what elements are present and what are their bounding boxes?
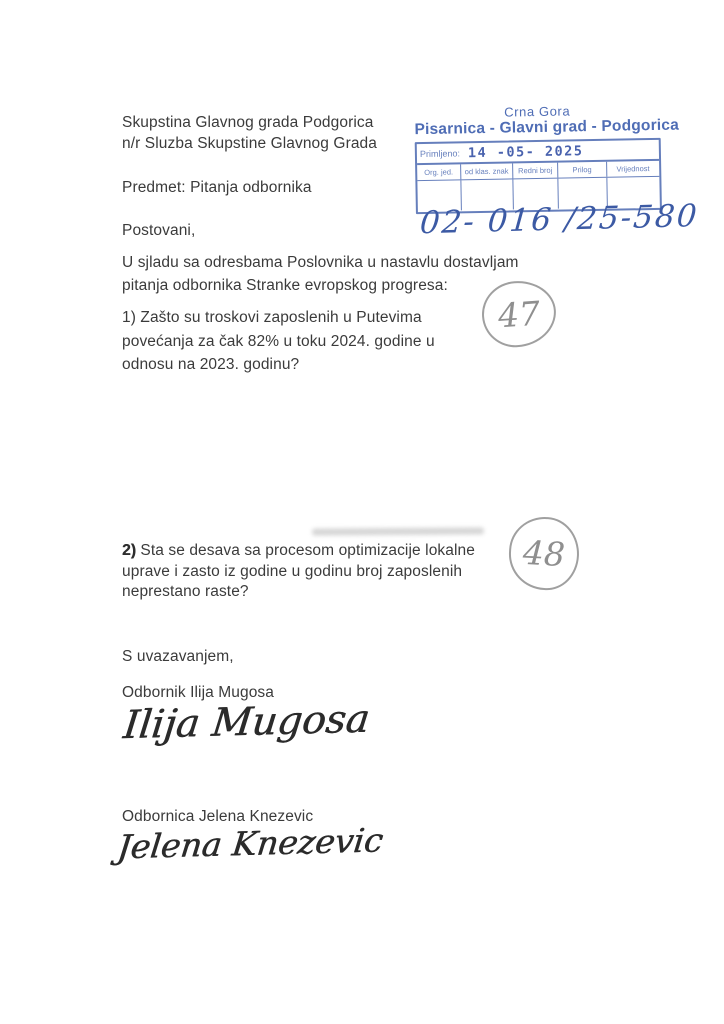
circle-48-number: 48 (522, 532, 566, 575)
circle-47-number: 47 (496, 293, 542, 335)
stamp-col-redni-broj: Redni broj (513, 163, 558, 179)
question-1-line-3: odnosu na 2023. godinu? (122, 356, 300, 373)
signer-2-title: Odbornica Jelena Knezevic (122, 808, 314, 825)
recipient-line-1: Skupstina Glavnog grada Podgorica (122, 114, 374, 131)
intro-line-1: U sjladu sa odresbama Poslovnika u nastavlu dostavljam (122, 254, 519, 271)
stamp-country: Crna Gora (504, 103, 571, 120)
stamp-table (415, 138, 700, 242)
intro-paragraph (122, 251, 519, 297)
stamp-col-vrijednost: Vrijednost (616, 164, 650, 174)
question-1 (122, 306, 435, 377)
question-2-line-1: 2) Sta se desava sa procesom optimizacije lokalne (122, 542, 475, 559)
registry-stamp (414, 102, 700, 242)
subject-line: Predmet: Pitanja odbornika (122, 179, 312, 196)
recipient-block (122, 112, 377, 154)
question-1-line-2: povećanja za čak 82% u toku 2024. godine u (122, 332, 435, 350)
question-2 (122, 541, 475, 603)
stamp-received-label: Primljeno: (419, 147, 461, 159)
stamp-col-prilog: Prilog (558, 162, 607, 178)
closing-line: S uvazavanjem, (122, 648, 234, 665)
signer-2-signature: Jelena Knezevic (115, 820, 385, 867)
erased-text-smudge (312, 527, 484, 535)
handwritten-circle-48 (507, 515, 581, 592)
question-2-line-3: neprestano raste? (122, 583, 249, 600)
question-2-marker: 2) (122, 542, 136, 559)
recipient-line-2: n/r Sluzba Skupstine Glavnog Grada (122, 135, 377, 152)
intro-line-2: pitanja odbornika Stranke evropskog progresa: (122, 277, 448, 294)
signer-1-title: Odbornik Ilija Mugosa (122, 684, 275, 701)
stamp-received-date: 14 -05- 2025 (467, 142, 584, 161)
salutation: Postovani, (122, 222, 196, 239)
signer-1-signature: Ilija Mugosa (121, 696, 372, 749)
stamp-registry-number: 02- 016 /25-580 (418, 197, 700, 242)
stamp-office-line: Pisarnica - Glavni grad - Podgorica (414, 116, 680, 139)
stamp-col-org-jed: Org. jed. (417, 164, 461, 180)
question-2-line-2: uprave i zasto iz godine u godinu broj zaposlenih (122, 562, 463, 580)
stamp-col-klas-znak: od klas. znak (461, 163, 513, 179)
question-1-line-1: 1) Zašto su troskovi zaposlenih u Putevima (122, 309, 422, 326)
